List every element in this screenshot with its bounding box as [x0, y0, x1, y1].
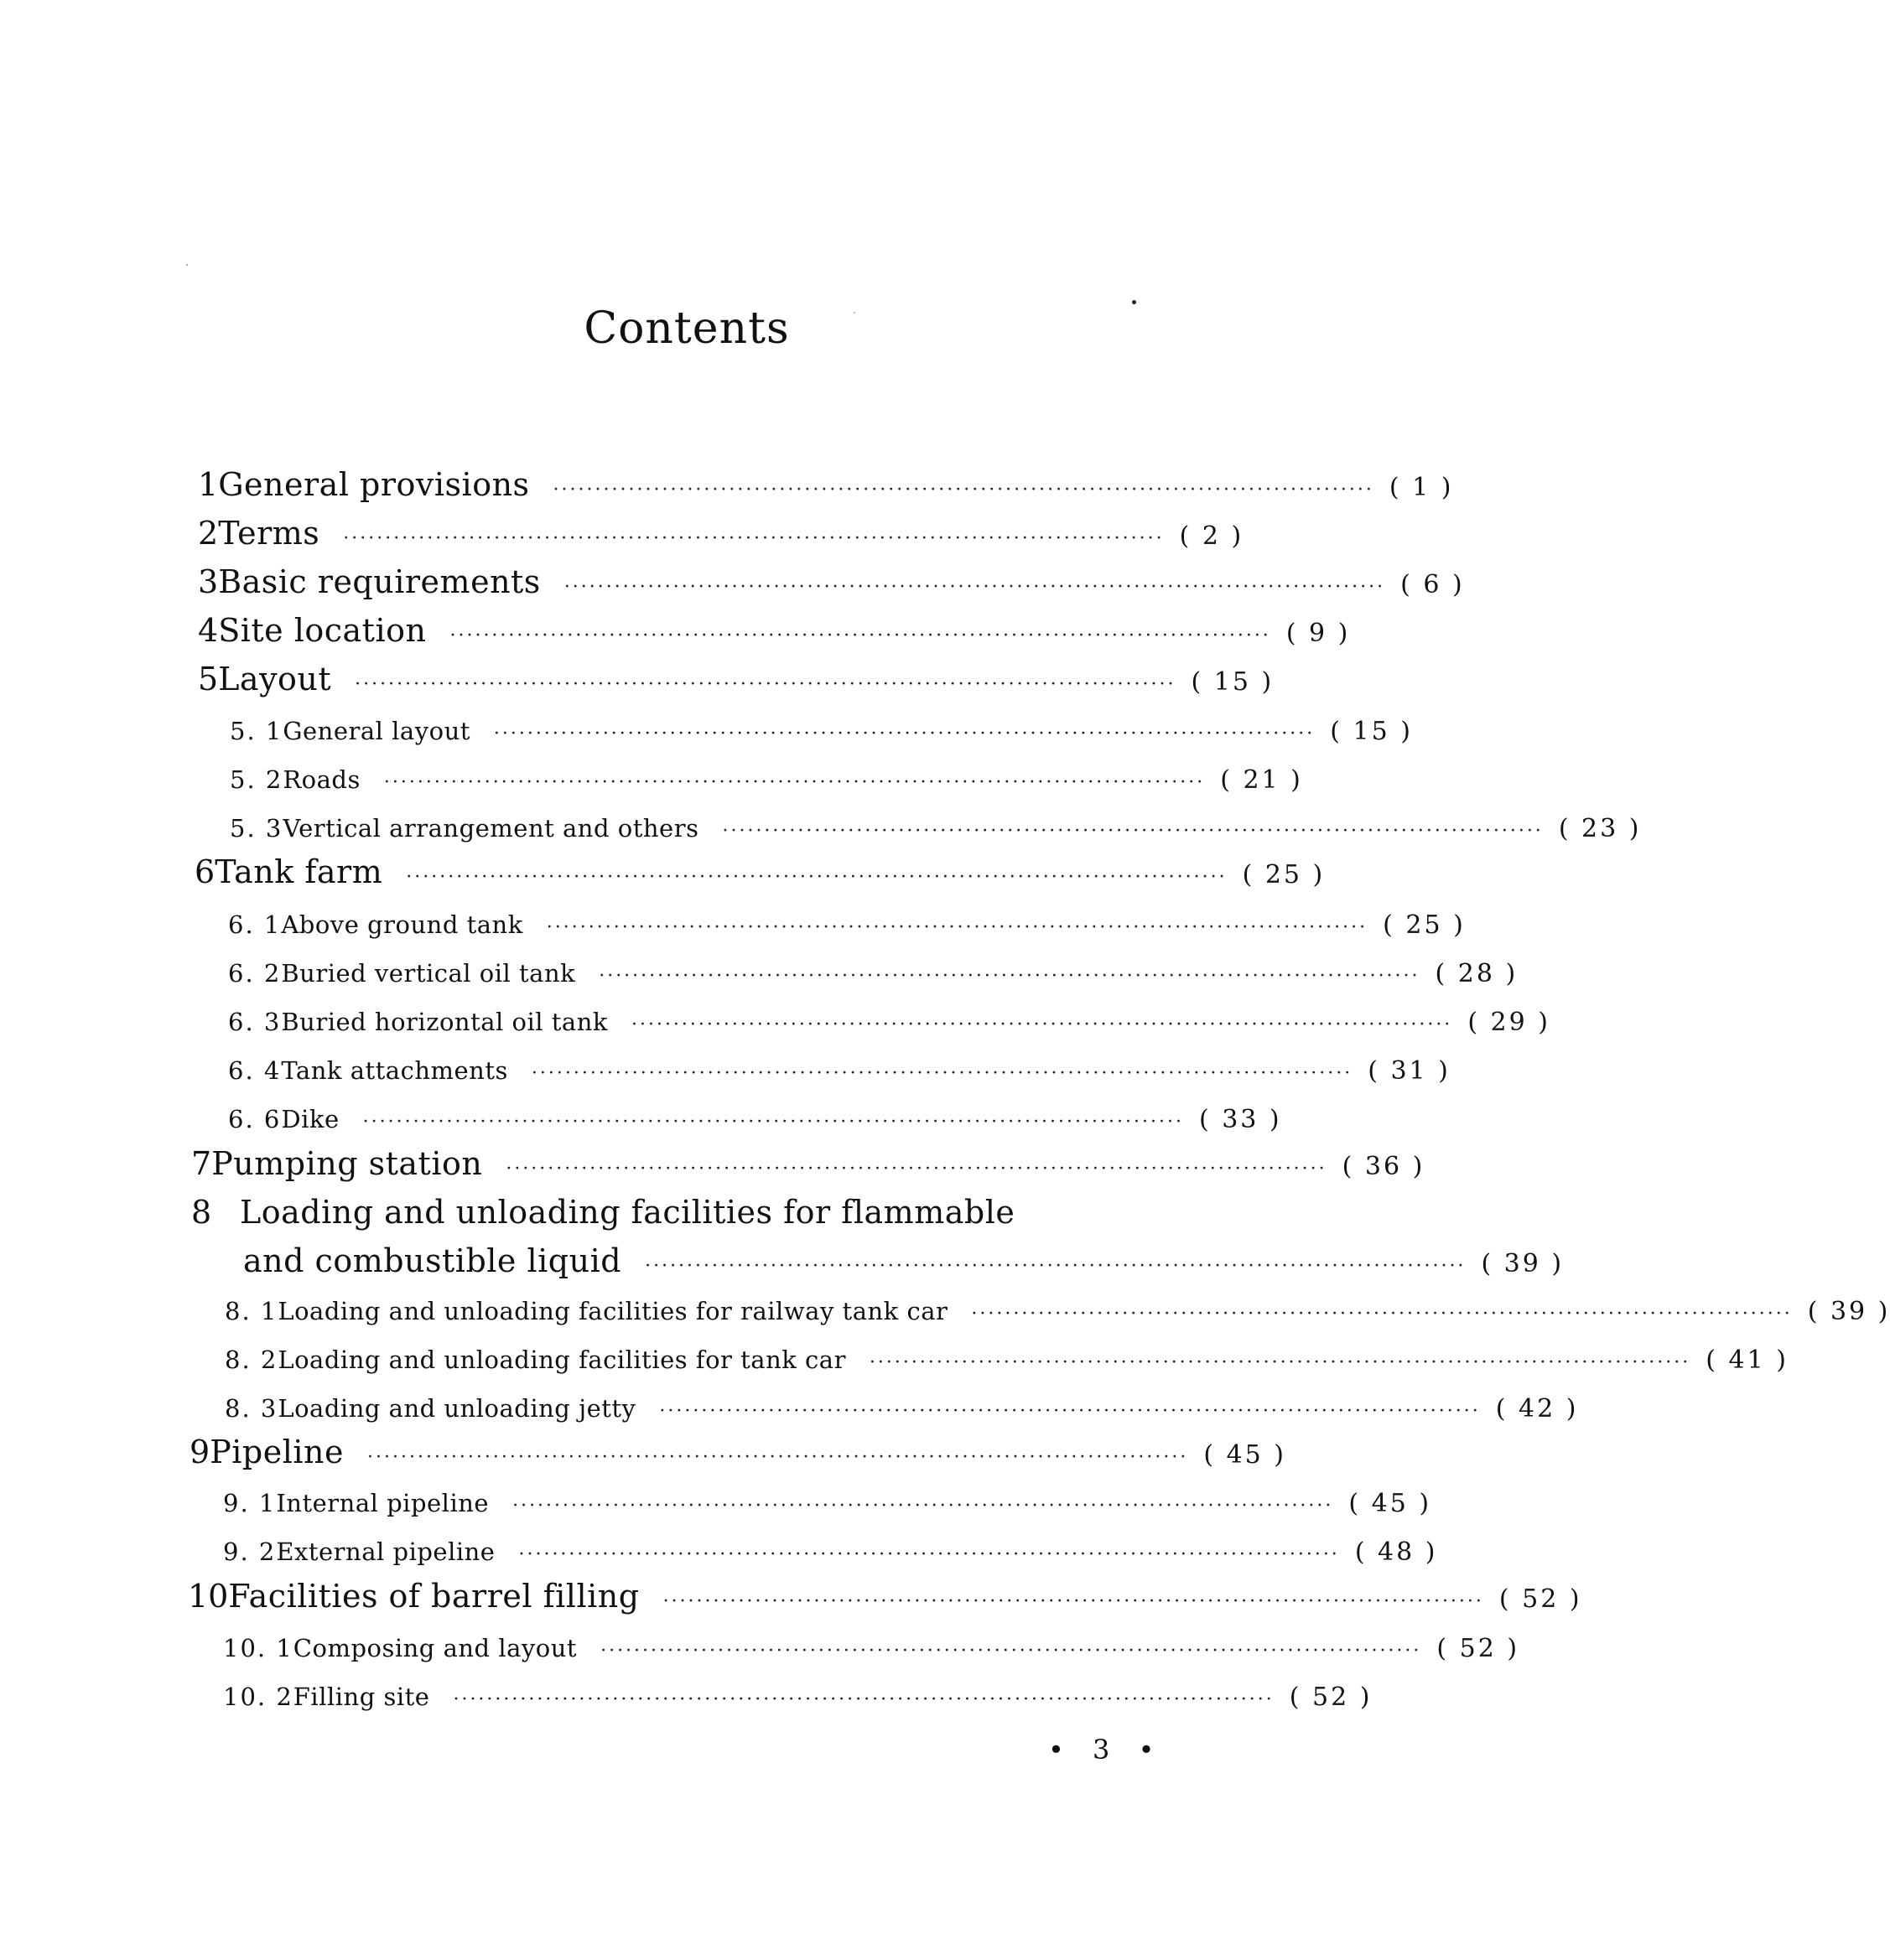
toc-entry-page: ( 31 ) — [1368, 1056, 1451, 1086]
toc-entry[interactable] — [225, 1346, 1789, 1375]
toc-entry[interactable] — [223, 1489, 1432, 1518]
dot-leader: ·································································································· — [453, 1689, 1275, 1710]
dot-leader: ·································································································· — [449, 625, 1271, 646]
scan-speck — [186, 264, 188, 266]
toc-entry-continuation[interactable] — [243, 1242, 1565, 1279]
dot-leader: ·································································································· — [406, 867, 1228, 888]
dot-leader: ·································································································· — [506, 1159, 1327, 1180]
toc-entry-page: ( 9 ) — [1285, 619, 1351, 648]
toc-entry-number: 5. 1 — [230, 717, 283, 745]
toc-entry-page: ( 48 ) — [1354, 1537, 1438, 1567]
toc-entry-number: 9. 1 — [223, 1489, 277, 1517]
toc-entry[interactable] — [223, 1634, 1520, 1663]
toc-entry-page: ( 2 ) — [1179, 521, 1244, 551]
dot-leader: ·································································································· — [493, 723, 1316, 744]
dot-leader: ·································································································· — [563, 577, 1386, 598]
toc-entry-title: Site location — [218, 612, 427, 649]
toc-entry-page: ( 6 ) — [1400, 570, 1465, 599]
toc-entry[interactable] — [230, 814, 1642, 843]
dot-leader: ·································································································· — [518, 1544, 1340, 1565]
dot-leader: ·································································································· — [599, 966, 1420, 987]
toc-entry-title: Pumping station — [211, 1145, 483, 1182]
toc-entry-title: Layout — [218, 661, 332, 697]
toc-entry-number: 5. 3 — [230, 814, 283, 843]
toc-entry[interactable] — [223, 1683, 1373, 1712]
toc-entry[interactable] — [191, 1145, 1425, 1182]
toc-entry-title: Composing and layout — [293, 1634, 578, 1662]
toc-entry[interactable] — [228, 1105, 1282, 1134]
dot-leader: ·································································································· — [383, 772, 1206, 793]
toc-entry[interactable] — [198, 612, 1351, 649]
dot-leader: ·································································································· — [553, 480, 1374, 500]
toc-entry-number: 6 — [195, 853, 215, 890]
toc-entry-title: Loading and unloading facilities for flammable — [240, 1194, 1015, 1231]
dot-leader: ·································································································· — [600, 1641, 1422, 1662]
toc-entry[interactable] — [190, 1434, 1286, 1470]
dot-leader: ·································································································· — [362, 1112, 1184, 1133]
dot-leader: ·································································································· — [662, 1591, 1484, 1612]
toc-entry[interactable] — [198, 466, 1454, 503]
toc-entry[interactable] — [188, 1578, 1582, 1615]
toc-entry-number: 3 — [198, 563, 219, 600]
dot-leader: ·································································································· — [546, 917, 1368, 938]
toc-entry-number: 6. 2 — [228, 959, 282, 988]
toc-entry[interactable] — [228, 1008, 1550, 1037]
dot-leader: ·································································································· — [343, 528, 1165, 549]
toc-entry-number: 7 — [191, 1145, 212, 1182]
toc-entry-page: ( 36 ) — [1342, 1152, 1425, 1181]
toc-entry[interactable] — [195, 853, 1326, 890]
toc-entry-number: 6. 4 — [228, 1056, 282, 1085]
toc-entry-page: ( 39 ) — [1807, 1297, 1890, 1326]
dot-leader: ·································································································· — [869, 1352, 1691, 1373]
toc-entry-page: ( 15 ) — [1191, 667, 1275, 697]
toc-entry-title: Loading and unloading jetty — [278, 1394, 636, 1423]
toc-entry[interactable] — [230, 717, 1413, 746]
dot-leader: ·································································································· — [512, 1496, 1334, 1517]
toc-entry-number: 10. 1 — [223, 1634, 293, 1662]
toc-entry-title: Buried horizontal oil tank — [281, 1008, 608, 1036]
toc-entry[interactable] — [228, 959, 1519, 988]
toc-entry-page: ( 45 ) — [1348, 1489, 1432, 1518]
toc-entry-title: Tank attachments — [281, 1056, 508, 1085]
toc-entry[interactable] — [191, 1194, 1171, 1231]
toc-entry-title: Pipeline — [210, 1434, 344, 1470]
toc-entry[interactable] — [230, 765, 1303, 795]
toc-entry[interactable] — [225, 1394, 1579, 1423]
toc-entry-page: ( 33 ) — [1198, 1105, 1282, 1134]
toc-entry-title: Internal pipeline — [276, 1489, 490, 1517]
toc-entry-page: ( 39 ) — [1481, 1249, 1565, 1278]
dot-leader: ·································································································· — [531, 1063, 1353, 1084]
toc-entry[interactable] — [225, 1297, 1890, 1326]
toc-entry-number: 1 — [198, 466, 219, 503]
toc-entry-number: 2 — [198, 515, 219, 552]
toc-entry-page: ( 25 ) — [1383, 910, 1466, 940]
dot-leader: ·································································································· — [367, 1447, 1189, 1468]
toc-entry-number: 10 — [188, 1578, 229, 1615]
toc-entry-number: 9 — [190, 1434, 210, 1470]
toc-entry-title: Above ground tank — [281, 910, 523, 939]
toc-entry-page: ( 21 ) — [1220, 765, 1303, 795]
toc-entry-page: ( 52 ) — [1436, 1634, 1520, 1663]
toc-entry-number: 8. 1 — [225, 1297, 278, 1325]
toc-entry[interactable] — [198, 563, 1465, 600]
toc-entry-page: ( 28 ) — [1435, 959, 1519, 988]
toc-entry-page: ( 15 ) — [1330, 717, 1413, 746]
toc-entry-page: ( 52 ) — [1289, 1683, 1373, 1712]
dot-leader: ·································································································· — [645, 1256, 1467, 1277]
toc-entry-number: 10. 2 — [223, 1683, 293, 1711]
dot-leader: ·································································································· — [659, 1401, 1481, 1422]
toc-entry-title: Buried vertical oil tank — [281, 959, 576, 988]
toc-entry[interactable] — [228, 910, 1466, 940]
toc-entry-title: Vertical arrangement and others — [283, 814, 699, 843]
dot-leader: ·································································································· — [722, 821, 1544, 842]
toc-entry-title: Terms — [218, 515, 320, 552]
toc-entry-number: 6. 6 — [228, 1105, 282, 1133]
toc-entry-number: 8 — [191, 1194, 212, 1231]
toc-entry-title: General provisions — [218, 466, 530, 503]
toc-entry-title: Facilities of barrel filling — [228, 1578, 640, 1615]
toc-entry-title: Dike — [281, 1105, 340, 1133]
toc-entry-page: ( 52 ) — [1498, 1584, 1582, 1614]
toc-entry-title: Roads — [283, 765, 361, 794]
toc-entry-number: 6. 1 — [228, 910, 282, 939]
toc-entry-number: 4 — [198, 612, 219, 649]
toc-entry[interactable] — [198, 661, 1275, 697]
toc-entry[interactable] — [223, 1537, 1438, 1567]
toc-entry-title: Basic requirements — [218, 563, 541, 600]
toc-entry[interactable] — [228, 1056, 1451, 1086]
toc-entry-title: External pipeline — [276, 1537, 496, 1566]
toc-entry-number: 5. 2 — [230, 765, 283, 794]
dot-leader: ·································································································· — [355, 674, 1176, 695]
toc-entry-page: ( 25 ) — [1242, 860, 1326, 889]
toc-entry-title: Filling site — [293, 1683, 430, 1711]
page-number: • 3 • — [1048, 1734, 1165, 1766]
toc-entry-title: and combustible liquid — [243, 1242, 622, 1279]
toc-entry[interactable] — [198, 515, 1244, 552]
toc-entry-page: ( 29 ) — [1467, 1008, 1550, 1037]
toc-entry-page: ( 42 ) — [1495, 1394, 1579, 1423]
toc-entry-title: General layout — [283, 717, 470, 745]
toc-entry-page: ( 45 ) — [1203, 1440, 1286, 1470]
toc-entry-number: 8. 3 — [225, 1394, 278, 1423]
toc-entry-title: Loading and unloading facilities for railway tank car — [278, 1297, 948, 1325]
toc-entry-number: 5 — [198, 661, 219, 697]
dot-leader: ·································································································· — [971, 1304, 1793, 1325]
toc-entry-page: ( 1 ) — [1389, 473, 1454, 502]
toc-entry-page: ( 23 ) — [1558, 814, 1642, 843]
dot-leader: ·································································································· — [631, 1014, 1453, 1035]
toc-entry-number: 8. 2 — [225, 1346, 278, 1374]
toc-entry-title: Loading and unloading facilities for tank car — [278, 1346, 846, 1374]
page-title: Contents — [584, 303, 790, 354]
toc-entry-page: ( 41 ) — [1706, 1346, 1789, 1375]
toc-entry-number: 6. 3 — [228, 1008, 282, 1036]
toc-entry-number: 9. 2 — [223, 1537, 277, 1566]
toc-entry-title: Tank farm — [215, 853, 383, 890]
